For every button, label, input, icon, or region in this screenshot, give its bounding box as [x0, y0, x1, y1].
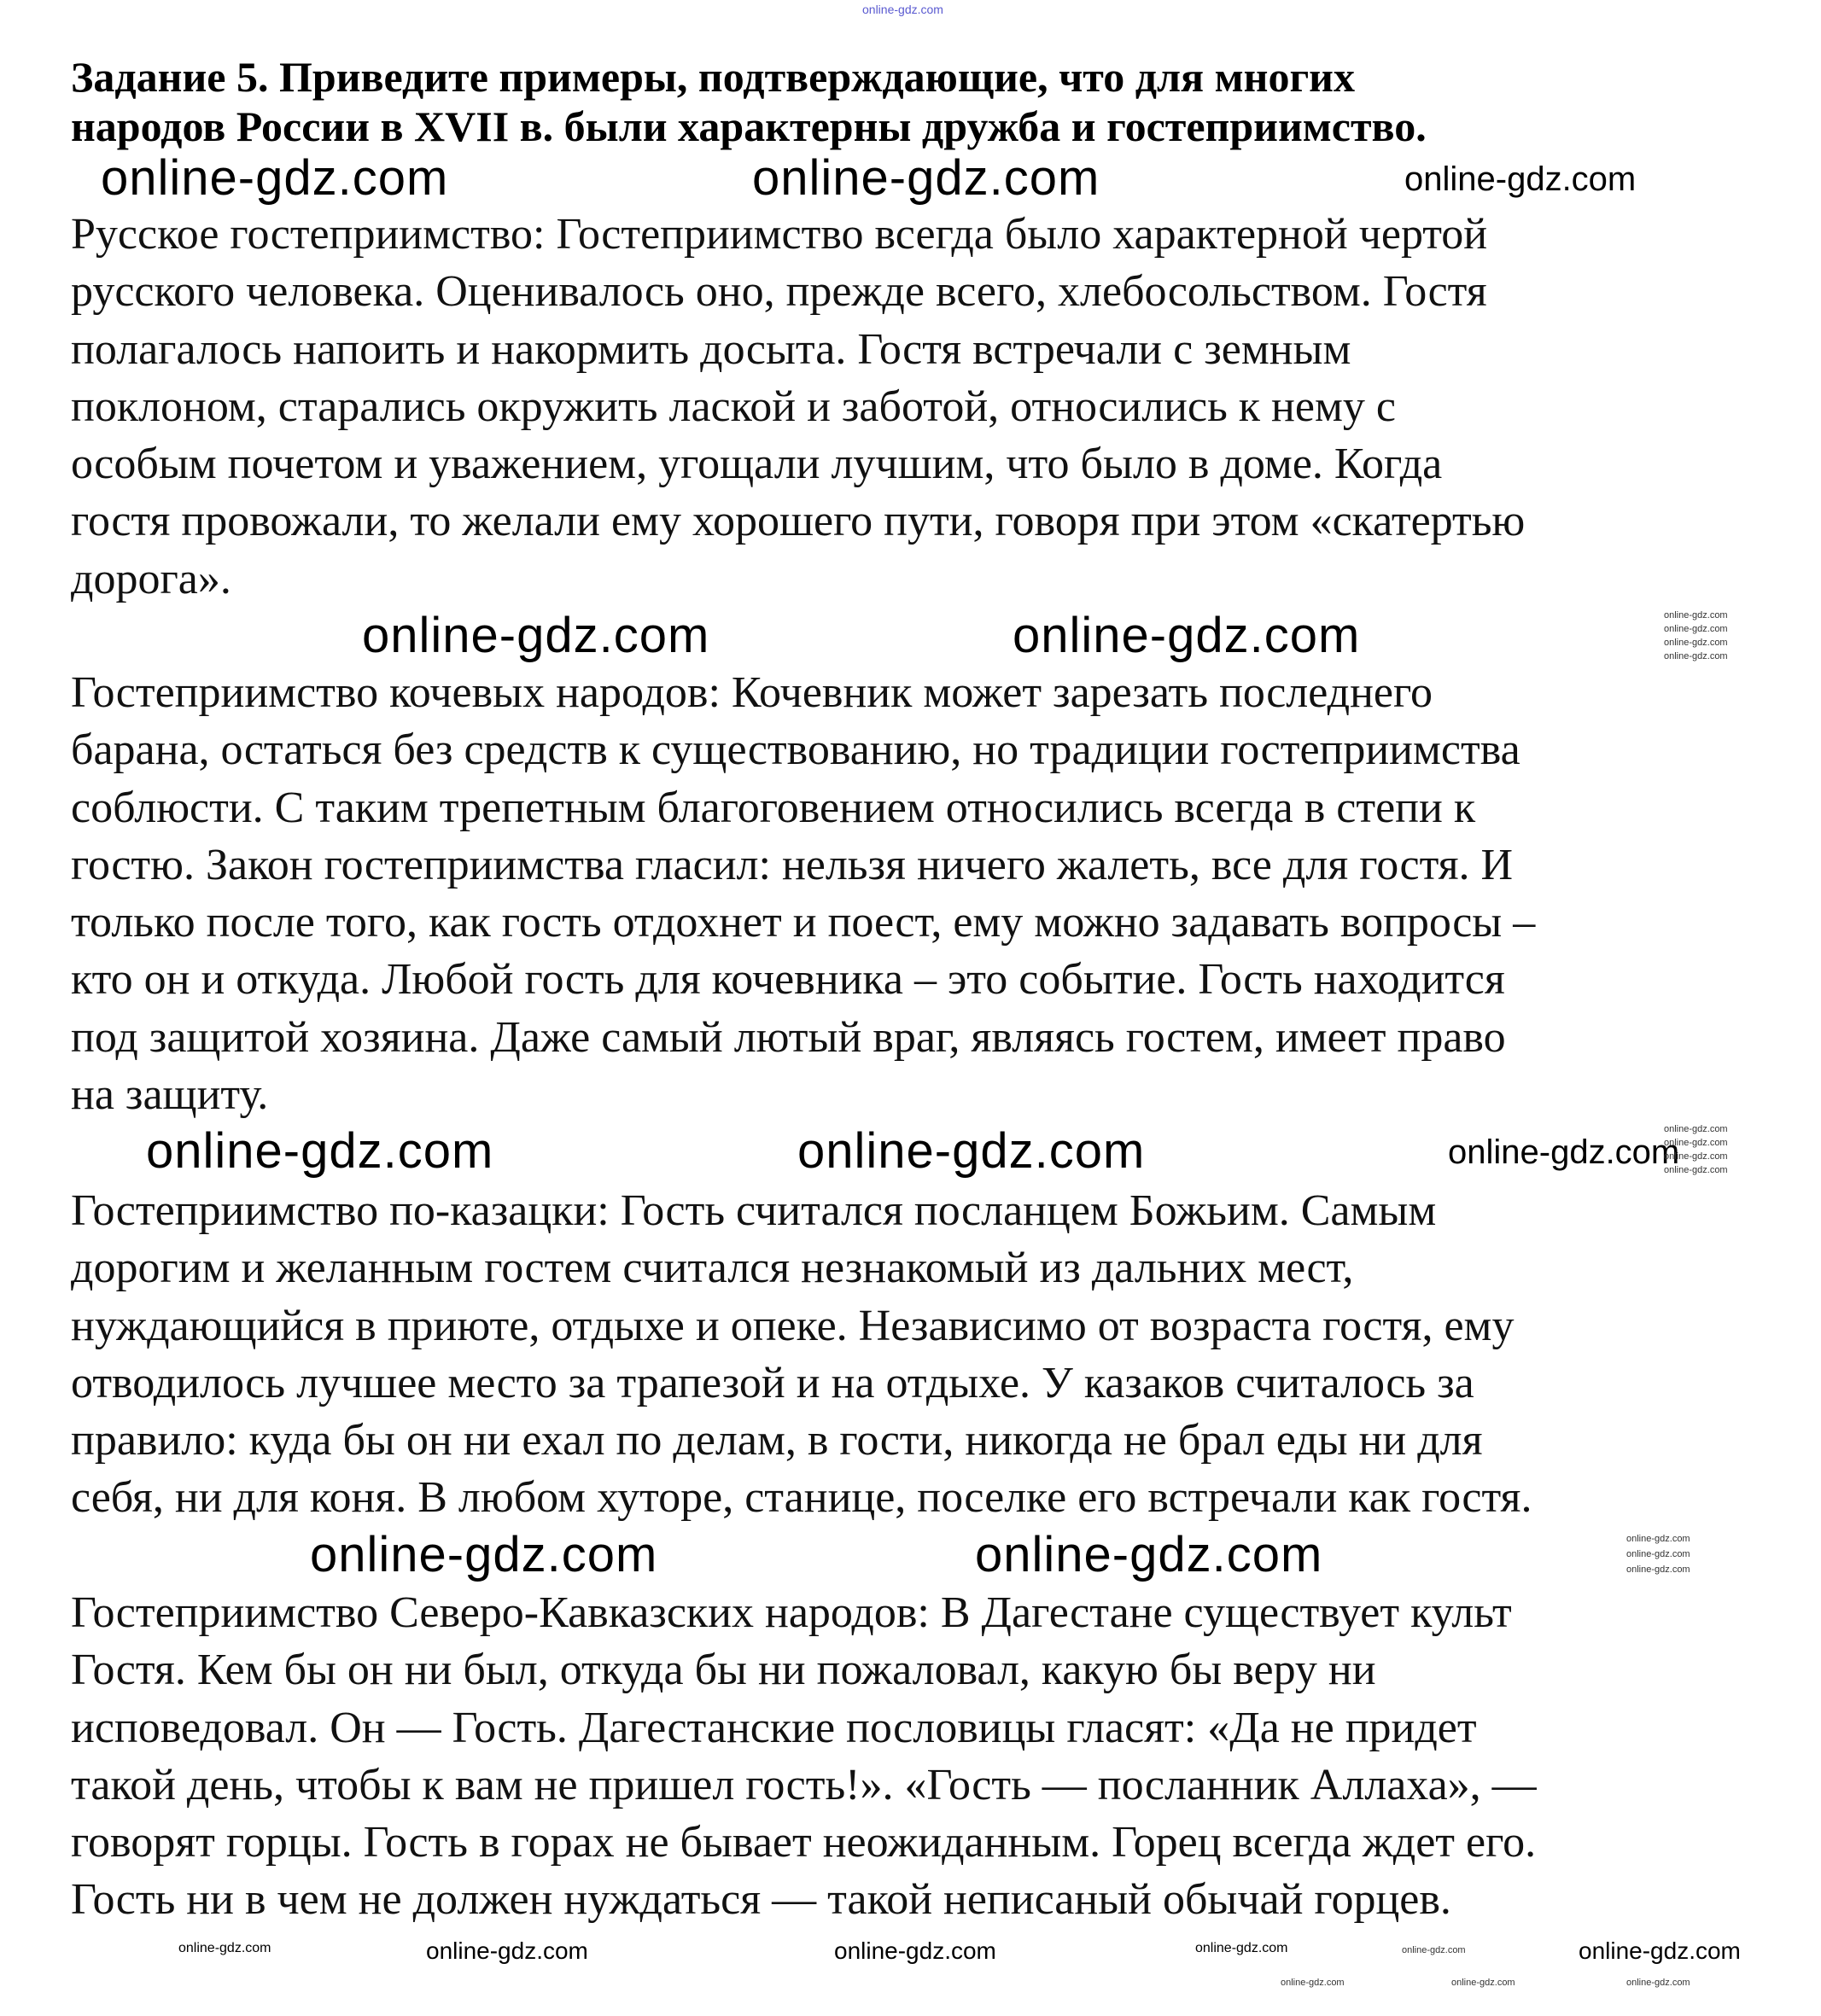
paragraph-line: правило: куда бы он ни ехал по делам, в гости, никогда не брал еды ни для — [71, 1416, 1483, 1465]
watermark: online-gdz.com — [101, 150, 449, 206]
paragraph-line: дорога». — [71, 554, 231, 603]
paragraph-line: дорогим и желанным гостем считался незнакомый из дальних мест, — [71, 1244, 1354, 1293]
paragraph-russian — [71, 206, 1525, 608]
watermark: online-gdz.com — [1664, 1165, 1728, 1175]
watermark: online-gdz.com — [1626, 1978, 1690, 1988]
title-line: Задание 5. Приведите примеры, подтверждающие, что для многих — [71, 53, 1355, 101]
watermark: online-gdz.com — [797, 1123, 1146, 1179]
watermark: online-gdz.com — [1402, 1945, 1466, 1955]
paragraph-line: Русское гостеприимство: Гостеприимство всегда было характерной чертой — [71, 210, 1488, 259]
watermark: online-gdz.com — [310, 1527, 658, 1582]
paragraph-nomadic — [71, 664, 1535, 1123]
watermark: online-gdz.com — [1664, 638, 1728, 648]
watermark: online-gdz.com — [146, 1123, 494, 1179]
watermark: online-gdz.com — [1664, 1151, 1728, 1162]
paragraph-line: исповедовал. Он — Гость. Дагестанские пословицы гласят: «Да не придет — [71, 1703, 1477, 1752]
paragraph-line: особым почетом и уважением, угощали лучшим, что было в доме. Когда — [71, 440, 1443, 489]
paragraph-line: полагалось напоить и накормить досыта. Гостя встречали с земным — [71, 324, 1351, 374]
paragraph-line: русского человека. Оценивалось оно, прежде всего, хлебосольством. Гостя — [71, 267, 1487, 317]
paragraph-line: кто он и откуда. Любой гость для кочевника – это событие. Гость находится — [71, 955, 1505, 1005]
watermark: online-gdz.com — [1664, 1124, 1728, 1134]
paragraph-line: Гостеприимство кочевых народов: Кочевник может зарезать последнего — [71, 668, 1433, 717]
watermark: online-gdz.com — [1195, 1941, 1288, 1955]
paragraph-line: на защиту. — [71, 1070, 269, 1120]
paragraph-line: гостю. Закон гостеприимства гласил: нельзя ничего жалеть, все для гостя. И — [71, 840, 1514, 889]
watermark: online-gdz.com — [1451, 1978, 1515, 1988]
paragraph-line: нуждающийся в приюте, отдыхе и опеке. Независимо от возраста гостя, ему — [71, 1301, 1515, 1350]
paragraph-line: отводилось лучшее место за трапезой и на отдыхе. У казаков считалось за — [71, 1358, 1474, 1407]
paragraph-line: Гостя. Кем бы он ни был, откуда бы ни пожаловал, какую бы веру ни — [71, 1646, 1376, 1695]
watermark: online-gdz.com — [178, 1941, 271, 1955]
watermark: online-gdz.com — [1626, 1534, 1690, 1544]
watermark: online-gdz.com — [426, 1937, 588, 1964]
watermark: online-gdz.com — [975, 1527, 1323, 1582]
watermark: online-gdz.com — [1664, 1138, 1728, 1148]
watermark: online-gdz.com — [1013, 608, 1361, 663]
paragraph-line: гостя провожали, то желали ему хорошего пути, говоря при этом «скатертью — [71, 497, 1526, 546]
watermark: online-gdz.com — [1664, 624, 1728, 634]
paragraph-line: только после того, как гость отдохнет и поест, ему можно задавать вопросы – — [71, 898, 1536, 947]
task-title — [71, 52, 1427, 151]
watermark: online-gdz.com — [1664, 610, 1728, 621]
watermark: online-gdz.com — [362, 608, 710, 663]
title-line: народов России в XVII в. были характерны дружба и гостеприимство. — [71, 102, 1427, 150]
paragraph-line: барана, остаться без средств к существованию, но традиции гостеприимства — [71, 725, 1520, 775]
paragraph-line: поклоном, старались окружить лаской и заботой, относились к нему с — [71, 382, 1396, 431]
watermark: online-gdz.com — [1404, 160, 1637, 198]
paragraph-line: такой день, чтобы к вам не пришел гость!». «Гость — посланник Аллаха», — — [71, 1760, 1537, 1809]
watermark: online-gdz.com — [1281, 1978, 1345, 1988]
watermark: online-gdz.com — [1664, 651, 1728, 661]
paragraph-caucasus — [71, 1584, 1537, 1929]
paragraph-line: себя, ни для коня. В любом хуторе, станице, поселке его встречали как гостя. — [71, 1473, 1532, 1523]
watermark: online-gdz.com — [1626, 1549, 1690, 1559]
paragraph-line: говорят горцы. Гость в горах не бывает неожиданным. Горец всегда ждет его. — [71, 1818, 1537, 1867]
watermark: online-gdz.com — [752, 150, 1100, 206]
watermark: online-gdz.com — [834, 1937, 996, 1964]
paragraph-line: соблюсти. С таким трепетным благоговением относились всегда в степи к — [71, 783, 1476, 832]
paragraph-line: Гостеприимство по-казацки: Гость считался посланцем Божьим. Самым — [71, 1186, 1437, 1235]
watermark: online-gdz.com — [1626, 1564, 1690, 1575]
watermark: online-gdz.com — [862, 3, 943, 16]
watermark: online-gdz.com — [1579, 1937, 1741, 1964]
paragraph-line: Гостеприимство Северо-Кавказских народов: В Дагестане существует культ — [71, 1588, 1512, 1637]
watermark: online-gdz.com — [1448, 1133, 1680, 1171]
paragraph-cossack — [71, 1182, 1532, 1527]
paragraph-line: под защитой хозяина. Даже самый лютый враг, являясь гостем, имеет право — [71, 1012, 1506, 1062]
paragraph-line: Гость ни в чем не должен нуждаться — такой неписаный обычай горцев. — [71, 1875, 1451, 1925]
